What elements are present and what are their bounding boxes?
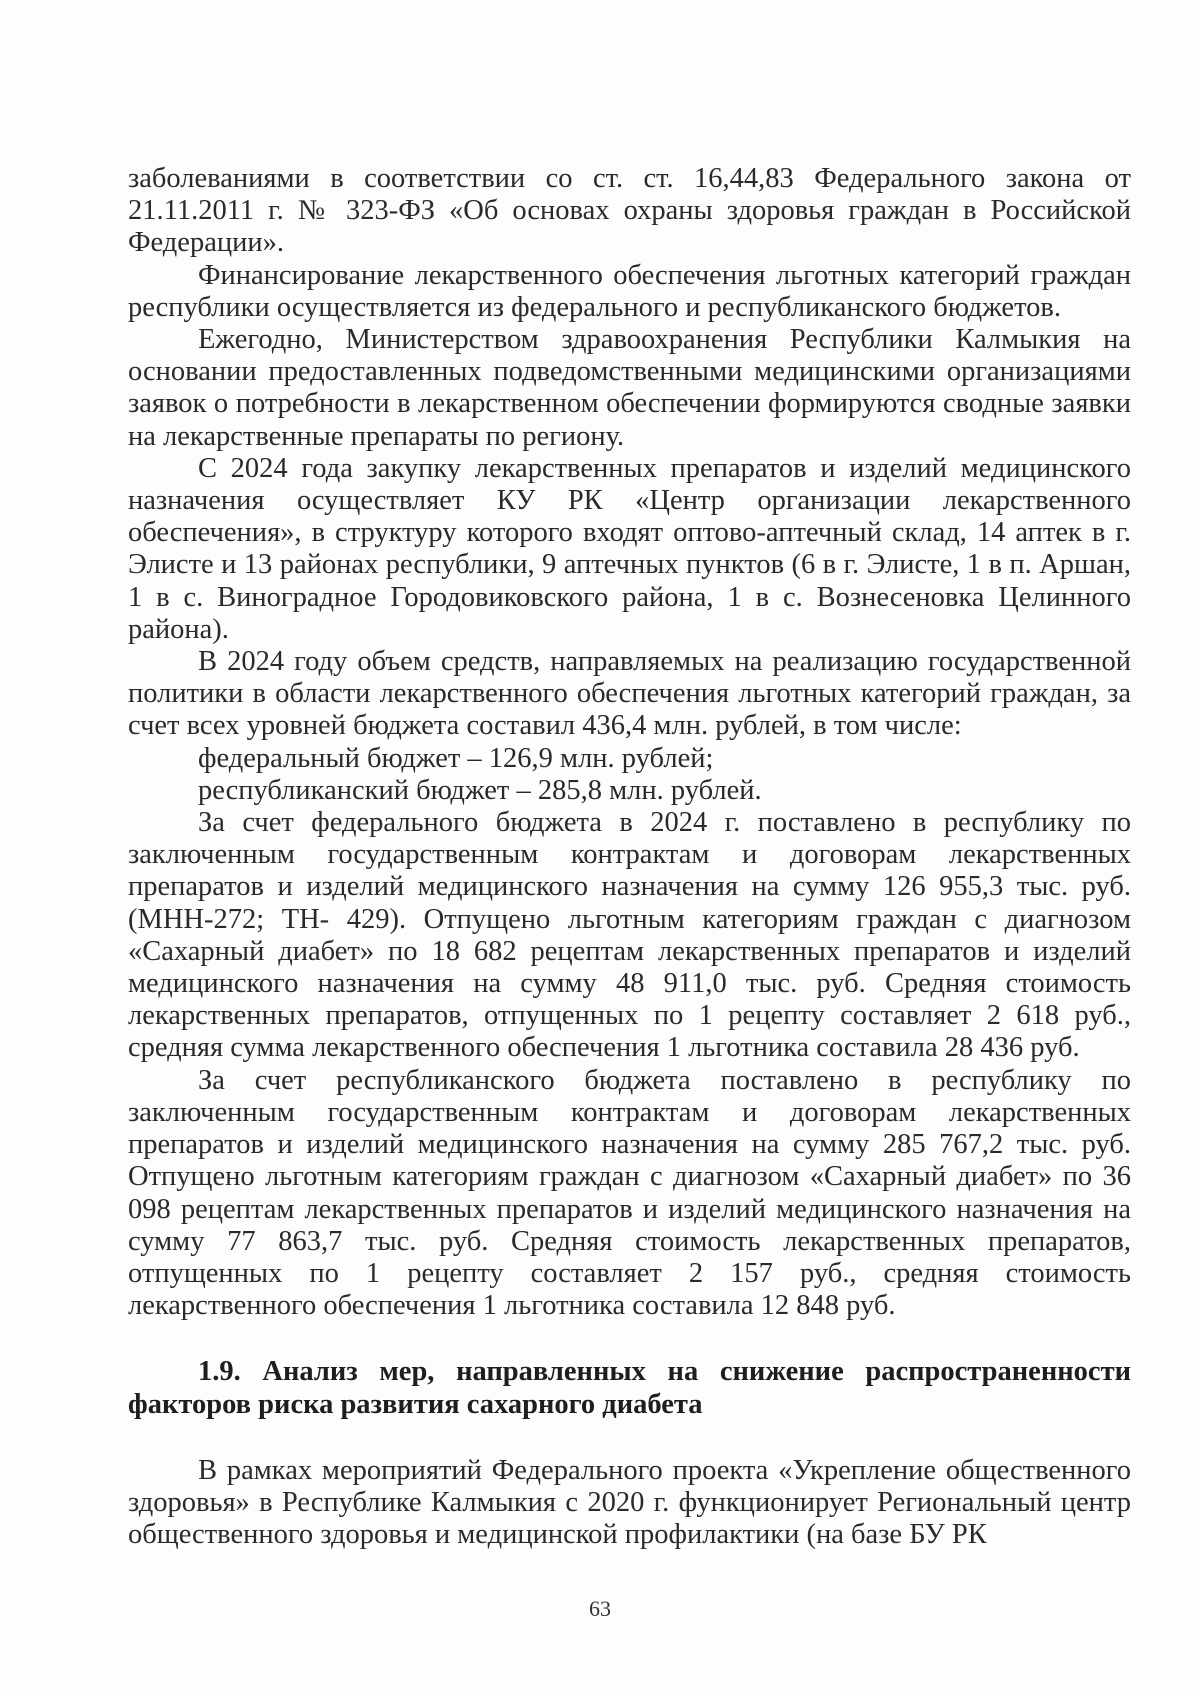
paragraph-republic-budget-details: За счет республиканского бюджета поставлено в республику по заключенным государственным контрактам и договорам лекарственных препаратов и изделий медицинского назначения на сумму 285 767,2 тыс. руб. Отпущено льготным категориям граждан с диагнозом «Сахарный диабет» по 36 098 рецептам лекарственных препаратов и изделий медицинского назначения на сумму 77 863,7 тыс. руб. Средняя стоимость лекарственных препаратов, отпущенных по 1 рецепту составляет 2 157 руб., средняя стоимость лекарственного обеспечения 1 льготника составила 12 848 руб. xyxy=(128,1064,1131,1322)
paragraph-public-health-center: В рамках мероприятий Федерального проекта «Укрепление общественного здоровья» в Республике Калмыкия с 2020 г. функционирует Региональный центр общественного здоровья и медицинской профилактики (на базе БУ РК xyxy=(128,1454,1131,1551)
page-number: 63 xyxy=(589,1596,611,1621)
body-text xyxy=(128,163,1131,1551)
paragraph-financing: Финансирование лекарственного обеспечения льготных категорий граждан республики осуществляется из федерального и республиканского бюджетов. xyxy=(128,259,1131,323)
paragraph-law-reference: заболеваниями в соответствии со ст. ст. 16,44,83 Федерального закона от 21.11.2011 г. № 323-ФЗ «Об основах охраны здоровья граждан в Российской Федерации». xyxy=(128,163,1131,259)
budget-republic-line: республиканский бюджет – 285,8 млн. рублей. xyxy=(198,774,762,806)
budget-federal-line: федеральный бюджет – 126,9 млн. рублей; xyxy=(198,742,714,774)
paragraph-annual-requests: Ежегодно, Министерством здравоохранения Республики Калмыкия на основании предоставленных подведомственными медицинскими организациями заявок о потребности в лекарственном обеспечении формируются сводные заявки на лекарственные препараты по региону. xyxy=(128,324,1131,452)
paragraph-budget-total: В 2024 году объем средств, направляемых на реализацию государственной политики в области лекарственного обеспечения льготных категорий граждан, за счет всех уровней бюджета составил 436,4 млн. рублей, в том числе: xyxy=(128,646,1131,742)
paragraph-federal-budget-details: За счет федерального бюджета в 2024 г. поставлено в республику по заключенным государственным контрактам и договорам лекарственных препаратов и изделий медицинского назначения на сумму 126 955,3 тыс. руб. (МНН-272; ТН- 429). Отпущено льготным категориям граждан с диагнозом «Сахарный диабет» по 18 682 рецептам лекарственных препаратов и изделий медицинского назначения на сумму 48 911,0 тыс. руб. Средняя стоимость лекарственных препаратов, отпущенных по 1 рецепту составляет 2 618 руб., средняя сумма лекарственного обеспечения 1 льготника составила 28 436 руб. xyxy=(128,807,1131,1064)
paragraph-procurement-center: С 2024 года закупку лекарственных препаратов и изделий медицинского назначения осуществляет КУ РК «Центр организации лекарственного обеспечения», в структуру которого входят оптово-аптечный склад, 14 аптек в г. Элисте и 13 районах республики, 9 аптечных пунктов (6 в г. Элисте, 1 в п. Аршан, 1 в с. Виноградное Городовиковского района, 1 в с. Вознесеновка Целинного района). xyxy=(128,452,1131,645)
section-heading: 1.9. Анализ мер, направленных на снижение распространенности факторов риска развития сахарного диабета xyxy=(128,1356,1131,1420)
